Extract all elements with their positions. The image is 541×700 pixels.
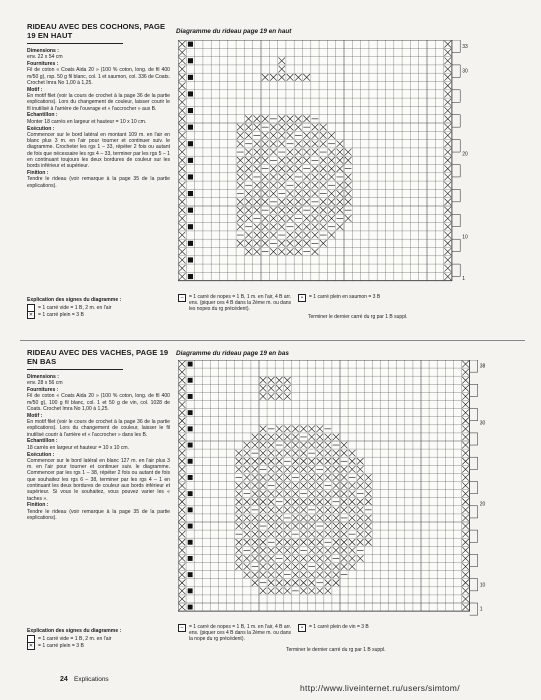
materials-text: Fil de coton « Coats Aida 20 » (100 % coton, long. de fil 400 m/50 g), rsp. 50 g fil blanc, col. 1 et saumon, col. 336 de Coats. Crochet Imra No 1,00 à 1,25. <box>27 67 170 86</box>
legend-salmon-item <box>298 294 393 302</box>
motif-label: Motif : <box>27 86 43 93</box>
row-number-label: 38 <box>479 363 486 370</box>
finish-text: Tendre le rideau (voir remarque à la page 35 de la partie explications). <box>27 508 170 522</box>
legend-wine-text: = 1 carré plein de vin = 3 B <box>309 624 369 630</box>
cow-chart-svg <box>178 360 498 616</box>
legend-empty-row <box>27 635 170 642</box>
execution-label: Exécution : <box>27 451 55 458</box>
legend-full-row <box>27 642 170 649</box>
row-number-label: 33 <box>462 43 468 50</box>
dimensions-label: Dimensions : <box>27 374 59 380</box>
legend-wine-item <box>298 624 388 632</box>
motif-label: Motif : <box>27 412 43 419</box>
legend-empty-row <box>27 304 170 311</box>
row-number-label: 10 <box>479 582 486 589</box>
motif-text: En motif filet (voir la cours de crochet à la page 36 de la partie explications). Lors du changement de couleur, laisser courir le fil inutilisé à l'arrière de l'ouvrage et « l'accrocher » aux B. <box>27 93 170 112</box>
salmon-square-icon: • <box>298 294 306 302</box>
picot-square-icon: – <box>178 624 186 632</box>
section-title: RIDEAU AVEC DES VACHES, PAGE 19 EN BAS <box>27 348 169 366</box>
legend-picot-text: = 1 carré de nopes = 1 B, 1 m. en l'air, 4 B arr. ens. (piquer ces 4 B dans la 2ème m. ou dans la nope du rg précédent). <box>189 624 292 643</box>
chart-grid-pig <box>178 40 468 288</box>
execution-label: Exécution : <box>27 125 55 132</box>
dimensions-text: env. 28 x 56 cm <box>27 380 63 387</box>
row-number-label: 1 <box>479 606 483 613</box>
legend-heading: Explication des signes du diagramme : <box>27 628 122 634</box>
title-rule <box>27 369 123 370</box>
edge-border <box>452 40 460 277</box>
legend-salmon-text: = 1 carré plein en saumon = 3 B <box>309 294 381 300</box>
legend-end-text: Terminer le dernier carré du rg par 1 B suppl. <box>286 647 386 653</box>
motif-text: En motif filet (voir le cours de crochet à la page 36 de la partie explications). Lors du changement de couleur, laisser le fil inutilisé courir à l'arrière et « l'accrocher » dans les B. <box>27 419 170 438</box>
chart-grid-cow <box>178 360 498 616</box>
row-number-label: 30 <box>479 420 486 427</box>
legend-picot-text: = 1 carré de nopes = 1 B, 1 m. en l'air, 4 B arr. ens. (piquer ces 4 B dans la 2ème m. ou dans les nopes du rg précédent). <box>189 294 292 313</box>
finish-label: Finition : <box>27 502 49 509</box>
dimensions-text: env. 22 x 54 cm <box>27 54 63 61</box>
diagram-title: Diagramme du rideau page 19 en haut <box>176 28 292 35</box>
row-number-label: 20 <box>462 151 468 158</box>
legend-empty-text: = 1 carré vide = 1 B, 2 m. en l'air <box>38 304 112 311</box>
materials-label: Fournitures : <box>27 387 59 394</box>
legend-left <box>27 297 170 318</box>
gauge-label: Echantillon : <box>27 438 58 445</box>
page-number: 24 <box>60 676 68 683</box>
execution-text: Commencer sur le bord latéral en montant 109 m. en l'air en blanc plus 3 m. en l'air pour tourner et continuer suiv. le diagramme. Crocheter les rgs 1 – 33, répéter 2 fois ou autant de fois que nécessaire les rgs 4 – 33, terminer par les rgs 5 – 1 en continuant toujours les deux bordures de couleur sur les bords inférieur et supérieur. <box>27 131 170 170</box>
legend-left <box>27 628 170 649</box>
row-number-label: 1 <box>462 276 465 283</box>
finish-label: Finition : <box>27 170 49 177</box>
row-number-label: 30 <box>462 68 468 75</box>
gauge-text: 18 carrés en largeur et hauteur = 10 x 10 cm. <box>27 444 130 451</box>
execution-text: Commencer sur le bord latéral en blanc 127 m. en l'air plus 3 m. en l'air pour tourner et continuer suiv. le diagramme. Commencer par les rgs 1 – 38, répéter 2 fois ou autant de fois que souhaitez les rgs 6 – 38, terminer par les rgs 4 – 1 en continuant les deux bordures de couleur aux bords inférieur et supérieur. Si vous le souhaitez, vous pouvez varier les « taches ». <box>27 457 170 502</box>
picot-square-icon: – <box>178 294 186 302</box>
legend-full-row <box>27 311 170 318</box>
legend-end-text: Terminer le dernier carré du rg par 1 B suppl. <box>308 314 408 320</box>
gauge-label: Echantillon : <box>27 112 58 119</box>
instructions-column <box>27 22 170 189</box>
title-rule <box>27 43 123 44</box>
section-cow-curtain <box>0 344 541 666</box>
materials-text: Fil de coton « Coats Aida 20 » (100 % coton, long. de fil 400 m/50 g), 100 g fil blanc, col. 1 et 50 g de vin, col. 1028 de Coats. Crochet Imra No 1,00 à 1,25. <box>27 393 170 412</box>
grid-lines <box>178 360 470 611</box>
filled-square-icon: ✕ <box>28 311 34 318</box>
legend-empty-text: = 1 carré vide = 1 B, 2 m. en l'air <box>38 635 112 642</box>
section-divider <box>20 340 525 341</box>
legend-full-text: = 1 carré plein = 3 B <box>38 311 84 318</box>
finish-text: Tendre le rideau (voir remarque à la page 35 de la partie explications). <box>27 176 170 189</box>
legend-picot-item <box>178 294 293 313</box>
section-pig-curtain <box>0 22 541 338</box>
legend-full-text: = 1 carré plein = 3 B <box>38 642 84 649</box>
materials-label: Fournitures : <box>27 61 59 68</box>
legend-picot-item <box>178 624 293 643</box>
section-title: RIDEAU AVEC DES COCHONS, PAGE 19 EN HAUT <box>27 22 166 40</box>
filled-square-icon: ✕ <box>28 642 34 649</box>
row-number-label: 10 <box>462 234 468 241</box>
diagram-title: Diagramme du rideau page 19 en bas <box>176 350 289 357</box>
page-section-label: Explications <box>74 676 109 683</box>
dimensions-label: Dimensions : <box>27 48 59 54</box>
pig-chart-svg <box>178 40 468 288</box>
wine-square-icon: • <box>298 624 306 632</box>
legend-heading: Explication des signes du diagramme : <box>27 297 122 303</box>
watermark-url: http://www.liveinternet.ru/users/simtom/ <box>300 683 460 693</box>
instructions-column <box>27 348 170 521</box>
row-number-label: 20 <box>479 501 486 508</box>
gauge-text: Monter 18 carrés en largeur et hauteur = 10 x 10 cm. <box>27 118 147 125</box>
edge-border <box>470 360 478 615</box>
